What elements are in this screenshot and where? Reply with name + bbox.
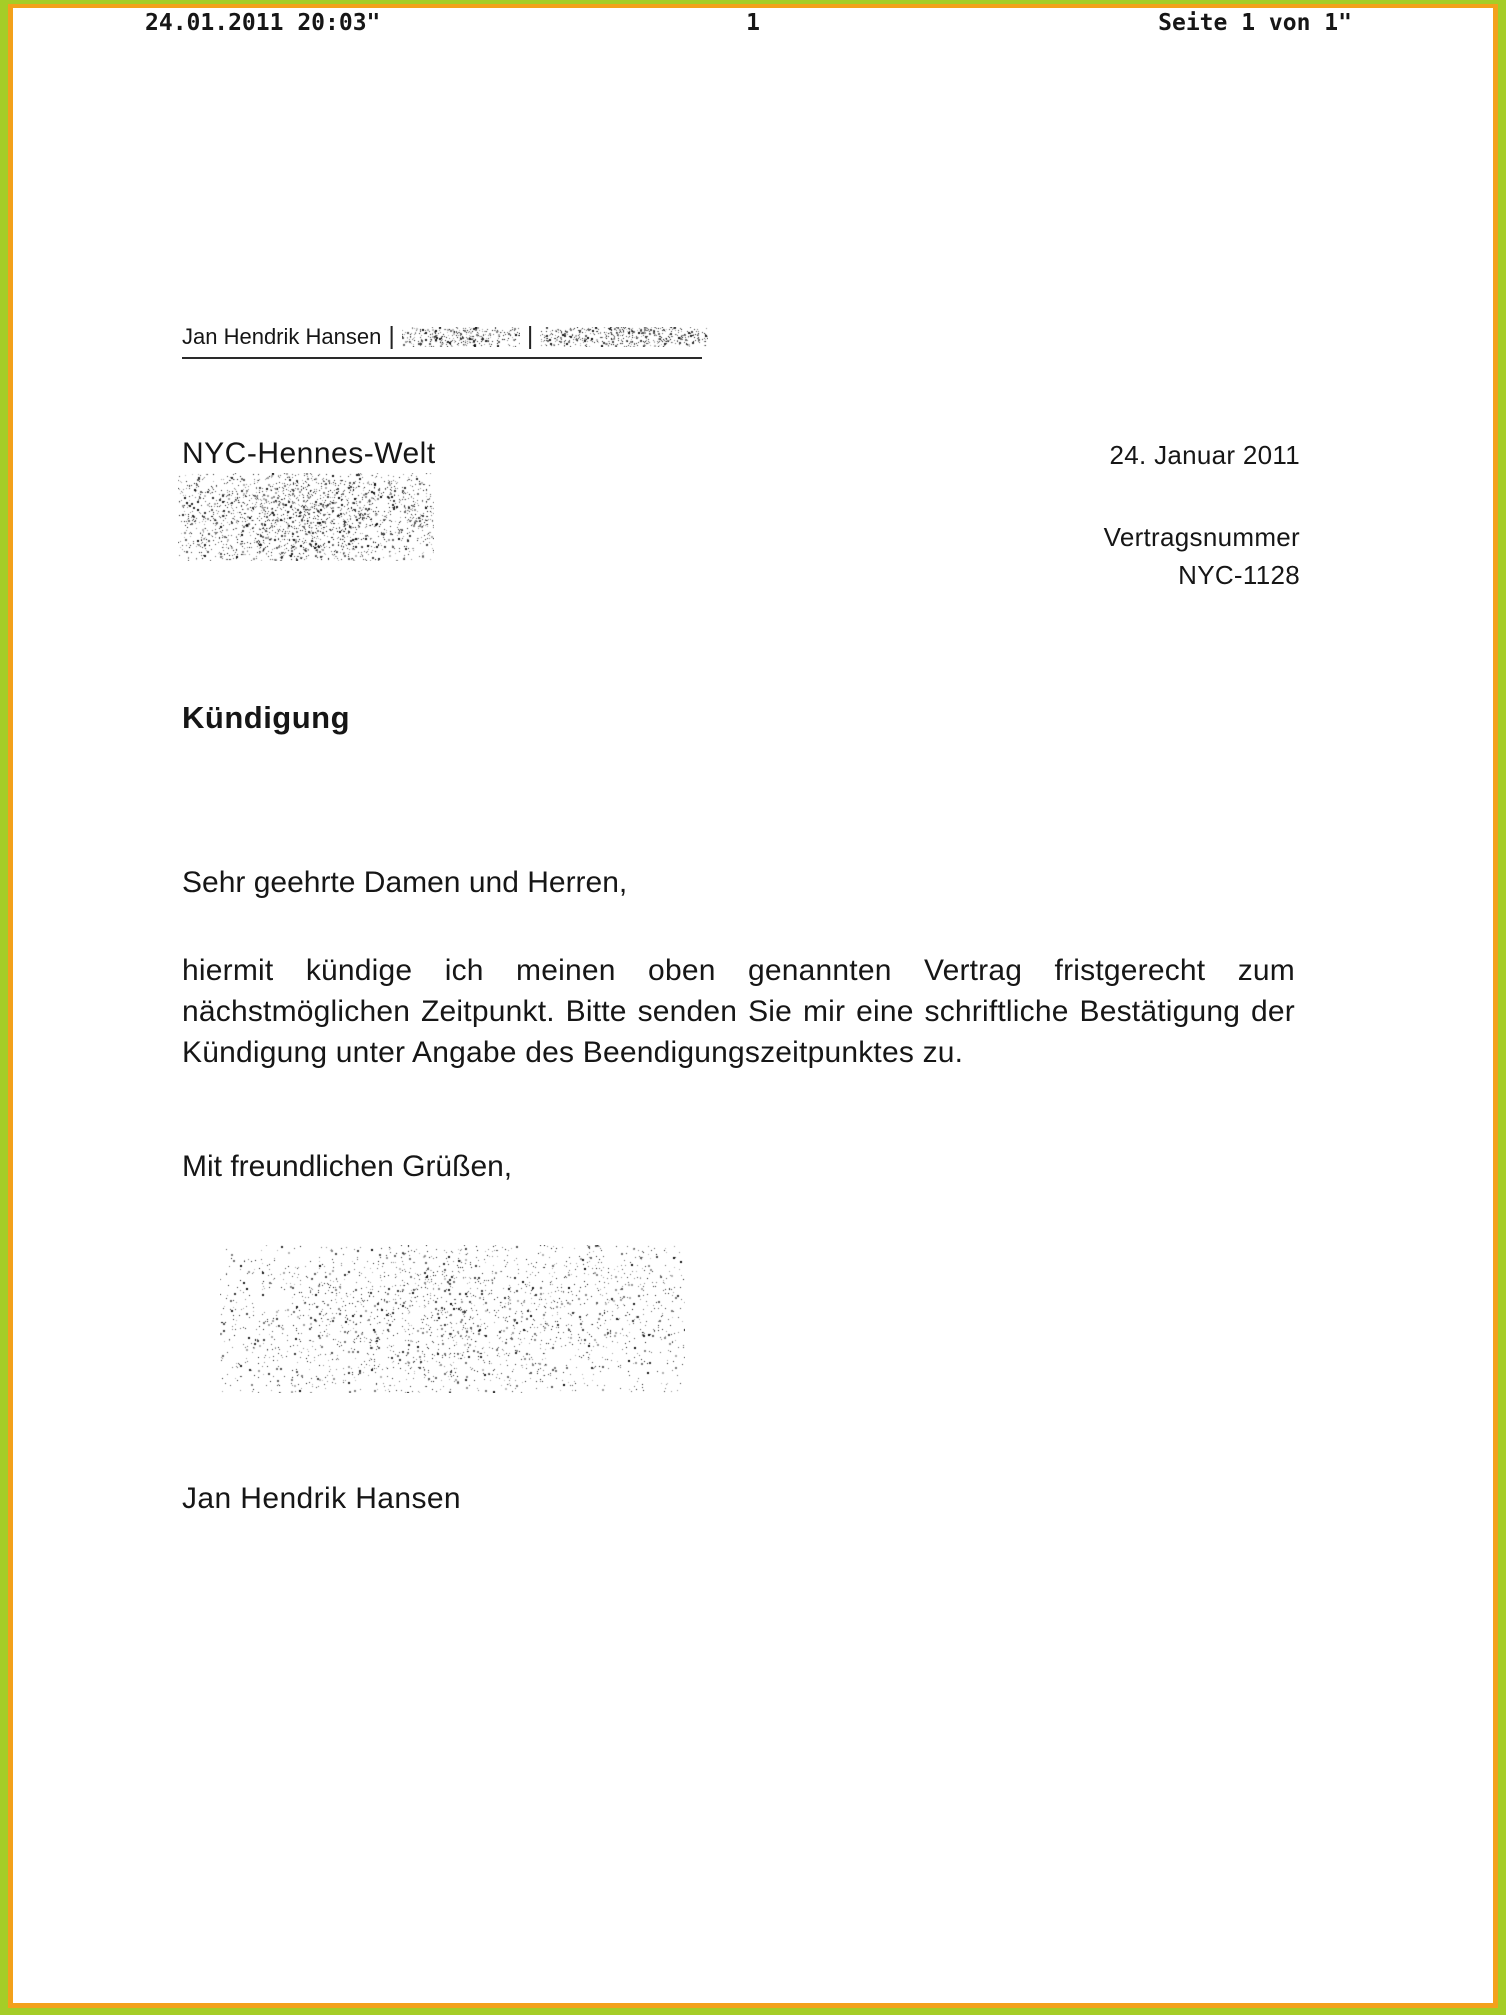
separator-bar: | bbox=[388, 322, 395, 350]
recipient-name: NYC-Hennes-Welt bbox=[182, 437, 436, 470]
header-page-number: 1 bbox=[746, 10, 760, 36]
signature-name: Jan Hendrik Hansen bbox=[182, 1482, 462, 1515]
contract-number-value: NYC-1128 bbox=[1178, 560, 1300, 590]
sender-line bbox=[182, 322, 702, 359]
closing-line: Mit freundlichen Grüßen, bbox=[182, 1150, 513, 1183]
header-page-info: Seite 1 von 1" bbox=[1158, 10, 1352, 36]
redacted-contact-chip-1 bbox=[402, 327, 520, 347]
subject-line: Kündigung bbox=[182, 700, 351, 735]
letter-date: 24. Januar 2011 bbox=[1109, 440, 1300, 470]
redacted-address-block bbox=[178, 473, 434, 561]
separator-bar: | bbox=[526, 322, 534, 350]
contract-number-label: Vertragsnummer bbox=[1103, 522, 1300, 552]
salutation: Sehr geehrte Damen und Herren, bbox=[182, 866, 628, 899]
redacted-contact-chip-2 bbox=[540, 327, 708, 347]
sender-name: Jan Hendrik Hansen bbox=[182, 323, 382, 349]
header-datetime: 24.01.2011 20:03" bbox=[145, 10, 381, 36]
body-paragraph: hiermit kündige ich meinen oben genannten Vertrag fristgerecht zum nächstmöglichen Zeitpunkt. Bitte senden Sie mir eine schriftliche Bestätigung der Kündigung unter Angabe des Beendigungszeitpunktes zu. bbox=[182, 954, 1295, 1069]
handwritten-signature bbox=[220, 1245, 685, 1393]
